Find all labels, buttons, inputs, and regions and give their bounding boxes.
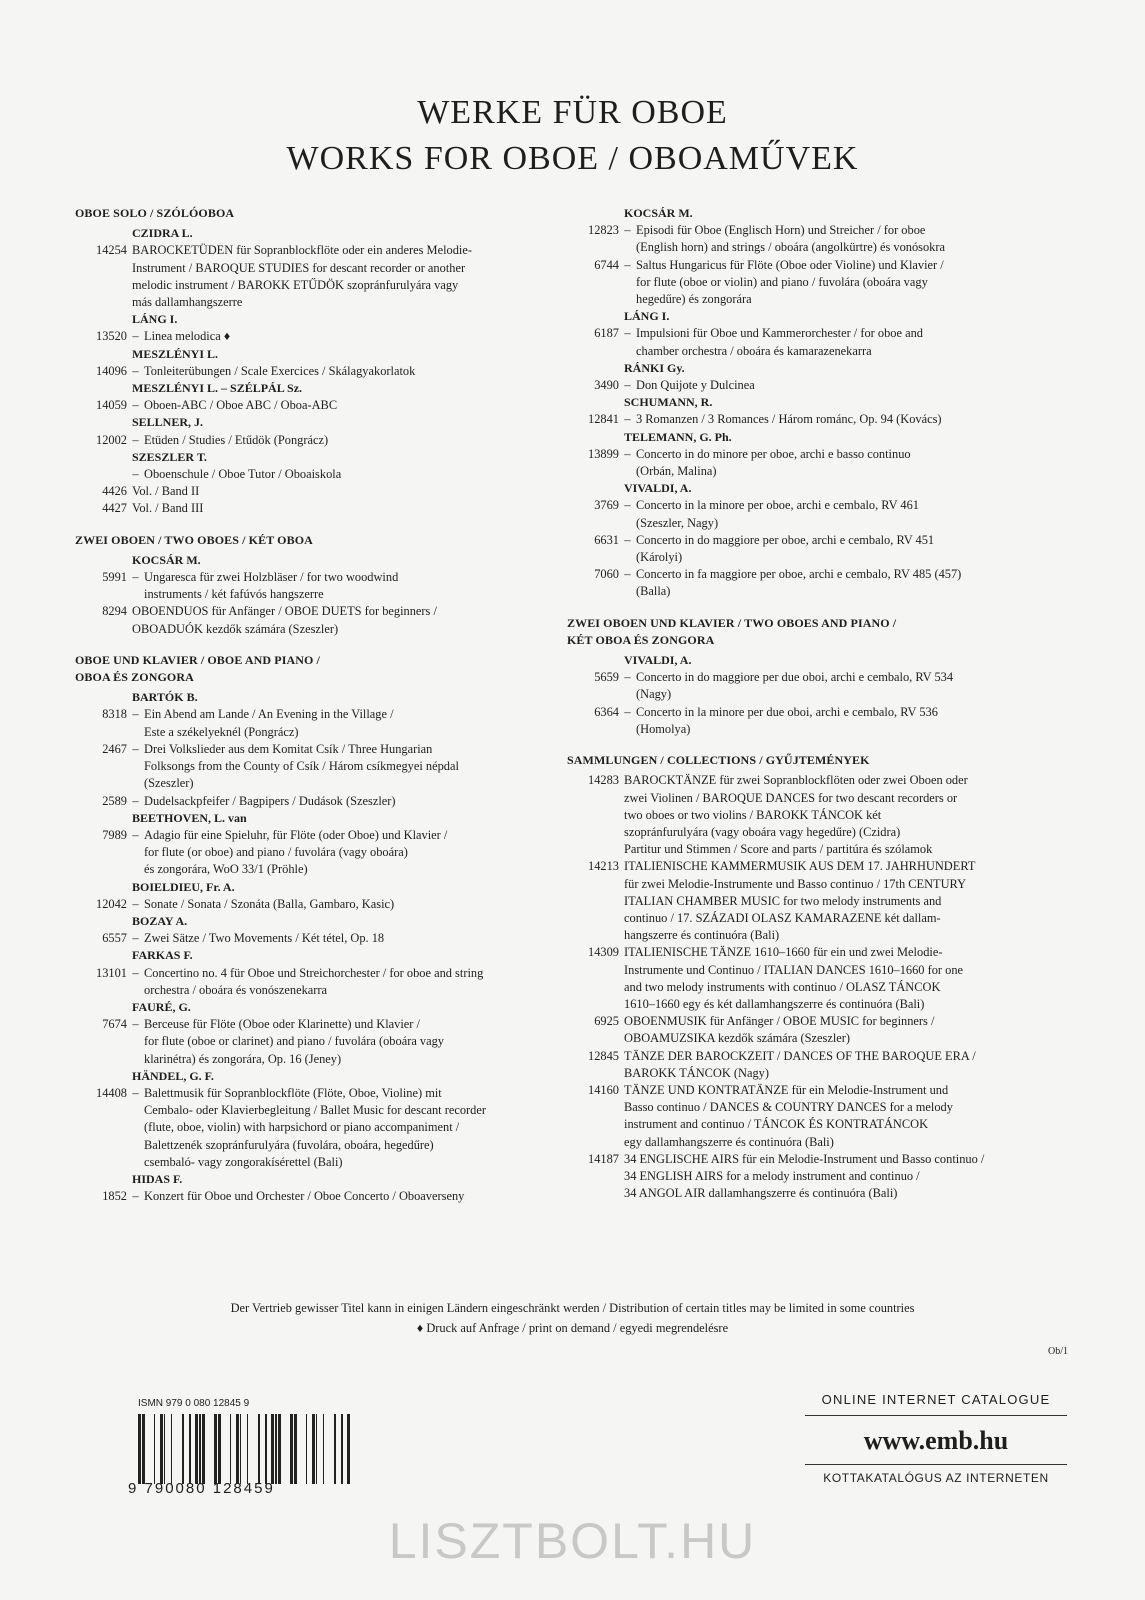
entry-dash: – <box>132 965 139 980</box>
catalogue-number: 12002 <box>96 432 127 447</box>
catalogue-number: 14213 <box>588 859 619 874</box>
composer-name: FARKAS F. <box>132 948 193 963</box>
entry-title: 34 ENGLISCHE AIRS für ein Melodie-Instrument und Basso continuo / 34 ENGLISH AIRS for a melody instrument and continuo / 34 ANGOL AIR dallamhangszerre és continuóra (Bali) <box>624 1151 985 1201</box>
catalogue-entry <box>567 377 1067 394</box>
section-heading-line: OBOE UND KLAVIER / OBOE AND PIANO / <box>75 652 320 667</box>
entry-title: TÄNZE DER BAROCKZEIT / DANCES OF THE BAROQUE ERA / BAROKK TÁNCOK (Nagy) <box>624 1048 976 1080</box>
entry-dash: – <box>132 363 139 378</box>
entry-dash: – <box>624 498 631 513</box>
section-heading <box>75 205 570 222</box>
entry-title: Concerto in do maggiore per oboe, archi e cembalo, RV 451 (Károlyi) <box>636 532 935 565</box>
catalogue-entry <box>75 965 570 999</box>
entry-title: Concerto in la minore per oboe, archi e cembalo, RV 461 (Szeszler, Nagy) <box>636 498 919 530</box>
section-heading-line: ZWEI OBOEN / TWO OBOES / KÉT OBOA <box>75 532 313 547</box>
section-heading-line: OBOE SOLO / SZÓLÓOBOA <box>75 206 235 220</box>
catalogue-number: 7060 <box>594 567 619 582</box>
entry-dash: – <box>132 931 139 946</box>
entry-title: Sonate / Sonata / Szonáta (Balla, Gambaro, Kasic) <box>144 896 395 911</box>
barcode-image <box>138 1414 350 1484</box>
catalogue-entry <box>567 497 1067 531</box>
catalogue-entry <box>567 325 1067 359</box>
page-title-english-hungarian: WORKS FOR OBOE / OBOAMŰVEK <box>286 140 859 177</box>
entry-title: Zwei Sätze / Two Movements / Két tétel, Op. 18 <box>144 931 385 946</box>
footnotes <box>0 1298 1145 1338</box>
catalogue-entry <box>75 1188 570 1205</box>
catalogue-number: 14283 <box>588 773 619 788</box>
catalogue-number: 4427 <box>102 501 127 516</box>
catalogue-number: 3490 <box>594 378 619 393</box>
entry-dash: – <box>624 378 631 393</box>
catalogue-number: 14254 <box>96 243 127 258</box>
catalogue-number: 2589 <box>102 793 127 808</box>
catalogue-number: 3769 <box>594 498 619 513</box>
catalogue-entry <box>75 827 570 879</box>
entry-title: Dudelsackpfeifer / Bagpipers / Dudások (Szeszler) <box>144 793 396 808</box>
entry-title: Concerto in la minore per due oboi, archi e cembalo, RV 536 (Homolya) <box>636 704 938 736</box>
catalogue-number: 14187 <box>588 1151 619 1166</box>
left-catalogue-column <box>75 205 570 1205</box>
section-heading-line: SAMMLUNGEN / COLLECTIONS / GYŰJTEMÉNYEK <box>567 753 870 768</box>
entry-dash: – <box>624 446 631 461</box>
catalogue-entry <box>75 569 570 603</box>
entry-dash: – <box>624 567 631 582</box>
entry-title: BAROCKETÜDEN für Sopranblockflöte oder ein anderes Melodie- Instrument / BAROQUE STUDIES for descant recorder or another melodic instrument / BAROKK ETŰDÖK szopránfurulyára vagy más dallamhangszerre <box>132 243 472 310</box>
print-on-demand-note: ♦ Druck auf Anfrage / print on demand / egyedi megrendelésre <box>416 1321 729 1335</box>
composer-name: VIVALDI, A. <box>624 653 692 668</box>
distribution-note: Der Vertrieb gewisser Titel kann in einigen Ländern eingeschränkt werden / Distribution of certain titles may be limited in some countries <box>230 1301 915 1315</box>
catalogue-entry <box>567 1151 1067 1203</box>
catalogue-entry <box>75 930 570 947</box>
entry-title: Oboenschule / Oboe Tutor / Oboaiskola <box>144 467 342 482</box>
entry-title: OBOENMUSIK für Anfänger / OBOE MUSIC for beginners / OBOAMUZSIKA kezdők számára (Szeszler) <box>624 1014 935 1046</box>
composer-name: SZESZLER T. <box>132 449 207 464</box>
catalogue-number: 14059 <box>96 398 127 413</box>
entry-dash: – <box>624 257 631 272</box>
catalogue-number: 5659 <box>594 670 619 685</box>
catalogue-entry <box>567 566 1067 600</box>
catalogue-number: 6744 <box>594 257 619 272</box>
composer-name: BOZAY A. <box>132 913 188 928</box>
catalogue-entry <box>75 242 570 311</box>
catalogue-code: Ob/1 <box>1048 1346 1068 1357</box>
entry-title: Drei Volkslieder aus dem Komitat Csík / Three Hungarian Folksongs from the County of Csík / Három csíkmegyei népdal (Szeszler) <box>144 741 459 791</box>
entry-dash: – <box>132 741 139 756</box>
catalogue-entry <box>75 432 570 449</box>
barcode-digits: 9 790080 128459 <box>128 1480 275 1497</box>
section-heading-line: OBOA ÉS ZONGORA <box>75 670 194 685</box>
entry-dash: – <box>132 432 139 447</box>
composer-name: MESZLÉNYI L. – SZÉLPÁL Sz. <box>132 381 303 396</box>
catalogue-entry <box>567 1048 1067 1082</box>
catalogue-entry <box>75 1085 570 1171</box>
entry-dash: – <box>132 398 139 413</box>
hungarian-catalogue-label: KOTTAKATALÓGUS AZ INTERNETEN <box>823 1471 1049 1485</box>
entry-title: Vol. / Band III <box>132 501 204 516</box>
catalogue-number: 8318 <box>102 707 127 722</box>
online-catalogue-label: ONLINE INTERNET CATALOGUE <box>805 1392 1067 1416</box>
catalogue-entry <box>75 328 570 345</box>
catalogue-entry <box>567 257 1067 309</box>
catalogue-number: 2467 <box>102 741 127 756</box>
catalogue-entry <box>567 222 1067 256</box>
entry-title: Concertino no. 4 für Oboe und Streichorchester / for oboe and string orchestra / oboára és vonószenekarra <box>144 965 484 997</box>
composer-name: LÁNG I. <box>624 309 670 324</box>
entry-dash: – <box>132 1017 139 1032</box>
catalogue-number: 13101 <box>96 965 127 980</box>
entry-title: Etüden / Studies / Etűdök (Pongrácz) <box>144 432 329 447</box>
entry-title: Adagio für eine Spieluhr, für Flöte (oder Oboe) und Klavier / for flute (or oboe) and piano / fuvolára (vagy oboára) és zongorára, WoO 33/1 (Pröhle) <box>144 827 448 877</box>
catalogue-entry <box>567 772 1067 858</box>
entry-title: ITALIENISCHE TÄNZE 1610–1660 für ein und zwei Melodie- Instrumente und Continuo / ITALIAN DANCES 1610–1660 for one and two melody instruments with continuo / OLASZ TÁNCOK 1610–1660 egy és két dallamhangszerre és continuóra (Bali) <box>624 945 964 1011</box>
section-heading <box>567 752 1067 769</box>
section-heading <box>75 652 570 686</box>
catalogue-url-link[interactable]: www.emb.hu <box>805 1416 1067 1465</box>
right-catalogue-column <box>567 205 1067 1202</box>
catalogue-entry <box>567 669 1067 703</box>
composer-name: FAURÉ, G. <box>132 999 191 1014</box>
composer-name: SELLNER, J. <box>132 415 204 430</box>
entry-title: 3 Romanzen / 3 Romances / Három románc, Op. 94 (Kovács) <box>636 412 942 427</box>
catalogue-number: 7674 <box>102 1017 127 1032</box>
catalogue-number: 6187 <box>594 326 619 341</box>
section-heading-line: ZWEI OBOEN UND KLAVIER / TWO OBOES AND PIANO / <box>567 615 897 630</box>
catalogue-entry <box>567 446 1067 480</box>
entry-title: TÄNZE UND KONTRATÄNZE für ein Melodie-Instrument und Basso continuo / DANCES & COUNTRY DANCES for a melody instrument and continuo / TÁNCOK ÉS KONTRATÁNCOK egy dallamhangszerre és continuóra (Bali) <box>624 1082 953 1149</box>
composer-name: MESZLÉNYI L. <box>132 346 219 361</box>
catalogue-entry <box>75 483 570 500</box>
catalogue-entry <box>75 741 570 793</box>
entry-dash: – <box>132 827 139 842</box>
catalogue-number: 13899 <box>588 446 619 461</box>
entry-dash: – <box>624 670 631 685</box>
catalogue-number: 14408 <box>96 1085 127 1100</box>
composer-name: VIVALDI, A. <box>624 481 692 496</box>
entry-title: Concerto in do maggiore per due oboi, archi e cembalo, RV 534 (Nagy) <box>636 670 954 702</box>
catalogue-entry <box>75 1016 570 1068</box>
composer-name: RÁNKI Gy. <box>624 360 685 375</box>
section-heading <box>567 615 1067 649</box>
catalogue-number: 14096 <box>96 363 127 378</box>
watermark: LISZTBOLT.HU <box>388 1513 757 1569</box>
entry-dash: – <box>624 412 631 427</box>
composer-name: BOIELDIEU, Fr. A. <box>132 879 235 894</box>
catalogue-number: 6364 <box>594 704 619 719</box>
catalogue-entry <box>567 704 1067 738</box>
catalogue-number: 6631 <box>594 532 619 547</box>
catalogue-entry <box>75 466 570 483</box>
entry-title: Impulsioni für Oboe und Kammerorchester / for oboe and chamber orchestra / oboára és kamarazenekarra <box>636 326 923 358</box>
entry-title: Ungaresca für zwei Holzbläser / for two woodwind instruments / két fafúvós hangszerre <box>144 570 399 602</box>
composer-name: HIDAS F. <box>132 1171 183 1186</box>
entry-dash: – <box>624 532 631 547</box>
section-heading <box>75 532 570 549</box>
composer-name: CZIDRA L. <box>132 226 193 241</box>
entry-dash: – <box>132 467 139 482</box>
catalogue-number: 8294 <box>102 604 127 619</box>
composer-name: KOCSÁR M. <box>132 552 201 567</box>
entry-title: Concerto in do minore per oboe, archi e basso continuo (Orbán, Malina) <box>636 446 911 479</box>
entry-title: ITALIENISCHE KAMMERMUSIK AUS DEM 17. JAHRHUNDERT für zwei Melodie-Instrumente und Basso continuo / 17th CENTURY ITALIAN CHAMBER MUSIC for two melody instruments and continuo / 17. SZÁZADI OLASZ KAMARAZENE két dallam- hangszerre és continuóra (Bali) <box>624 859 976 943</box>
entry-dash: – <box>132 707 139 722</box>
entry-title: Berceuse für Flöte (Oboe oder Klarinette) und Klavier / for flute (oboe or clarinet) and piano / fuvolára (oboára vagy klarinétra) és zongorára, Op. 16 (Jeney) <box>144 1017 445 1066</box>
catalogue-number: 6557 <box>102 931 127 946</box>
ismn-number: ISMN 979 0 080 12845 9 <box>138 1398 250 1409</box>
entry-dash: – <box>624 326 631 341</box>
catalogue-entry <box>75 603 570 637</box>
entry-title: Don Quijote y Dulcinea <box>636 378 755 393</box>
catalogue-number: 1852 <box>102 1189 127 1204</box>
entry-title: Oboen-ABC / Oboe ABC / Oboa-ABC <box>144 398 338 413</box>
catalogue-number: 7989 <box>102 827 127 842</box>
catalogue-number: 4426 <box>102 484 127 499</box>
catalogue-number: 12042 <box>96 896 127 911</box>
entry-dash: – <box>624 704 631 719</box>
entry-dash: – <box>132 570 139 585</box>
entry-title: Tonleiterübungen / Scale Exercices / Skálagyakorlatok <box>144 363 416 378</box>
catalogue-entry <box>567 532 1067 566</box>
catalogue-number: 12845 <box>588 1048 619 1063</box>
catalogue-entry <box>567 1013 1067 1047</box>
entry-title: Linea melodica ♦ <box>144 329 231 344</box>
composer-name: BEETHOVEN, L. van <box>132 810 247 825</box>
catalogue-number: 5991 <box>102 570 127 585</box>
catalogue-entry <box>75 500 570 517</box>
composer-name: HÄNDEL, G. F. <box>132 1068 214 1083</box>
entry-dash: – <box>132 329 139 344</box>
catalogue-entry <box>75 397 570 414</box>
catalogue-entry <box>567 858 1067 944</box>
composer-name: BARTÓK B. <box>132 690 198 705</box>
entry-dash: – <box>624 223 631 238</box>
catalogue-entry <box>567 1082 1067 1151</box>
catalogue-entry <box>75 706 570 740</box>
entry-title: Vol. / Band II <box>132 484 200 499</box>
catalogue-number <box>75 466 127 483</box>
catalogue-number: 14309 <box>588 945 619 960</box>
catalogue-entry <box>567 944 1067 1013</box>
composer-name: KOCSÁR M. <box>624 206 693 220</box>
catalogue-number: 6925 <box>594 1014 619 1029</box>
entry-title: Concerto in fa maggiore per oboe, archi e cembalo, RV 485 (457) (Balla) <box>636 567 962 599</box>
composer-name: SCHUMANN, R. <box>624 395 713 410</box>
catalogue-number: 14160 <box>588 1082 619 1097</box>
entry-title: OBOENDUOS für Anfänger / OBOE DUETS for beginners / OBOADUÓK kezdők számára (Szeszler) <box>132 604 437 636</box>
section-heading-line: KÉT OBOA ÉS ZONGORA <box>567 632 715 647</box>
catalogue-number: 13520 <box>96 329 127 344</box>
entry-dash: – <box>132 1085 139 1100</box>
composer-name: LÁNG I. <box>132 312 178 327</box>
entry-dash: – <box>132 793 139 808</box>
entry-title: Konzert für Oboe und Orchester / Oboe Concerto / Oboaverseny <box>144 1189 465 1204</box>
catalogue-number: 12841 <box>588 412 619 427</box>
catalogue-entry <box>75 896 570 913</box>
entry-title: BAROCKTÄNZE für zwei Sopranblockflöten oder zwei Oboen oder zwei Violinen / BAROQUE DANCES for two descant recorders or two oboes or two violins / BAROKK TÁNCOK két szopránfurulyára (vagy oboára vagy hegedűre) (Czidra) Partitur und Stimmen / Score and parts / partitúra és szólamok <box>624 773 968 857</box>
catalogue-entry <box>75 793 570 810</box>
composer-name: TELEMANN, G. Ph. <box>624 429 732 444</box>
entry-dash: – <box>132 896 139 911</box>
page-title-german: WERKE FÜR OBOE <box>417 94 728 131</box>
entry-title: Ein Abend am Lande / An Evening in the Village / Este a székelyeknél (Pongrácz) <box>144 707 394 739</box>
online-catalogue-box <box>805 1392 1067 1485</box>
entry-title: Saltus Hungaricus für Flöte (Oboe oder Violine) und Klavier / for flute (oboe or violin) and piano / fuvolára (oboára vagy hegedűre) és zongorára <box>636 257 944 307</box>
catalogue-entry <box>567 411 1067 428</box>
entry-title: Episodi für Oboe (Englisch Horn) und Streicher / for oboe (English horn) and strings / oboára (angolkürtre) és vonósokra <box>636 223 946 255</box>
catalogue-entry <box>75 363 570 380</box>
catalogue-number: 12823 <box>588 223 619 238</box>
entry-title: Balettmusik für Sopranblockflöte (Flöte, Oboe, Violine) mit Cembalo- oder Klavierbegleitung / Ballet Music for descant recorder (flute, oboe, violin) with harpsichord or piano accompaniment / Balettzenék szopránfurulyára (fuvolára, oboára, hegedűre) csembaló- vagy zongorakísérettel (Bali) <box>144 1085 486 1169</box>
entry-dash: – <box>132 1189 139 1204</box>
